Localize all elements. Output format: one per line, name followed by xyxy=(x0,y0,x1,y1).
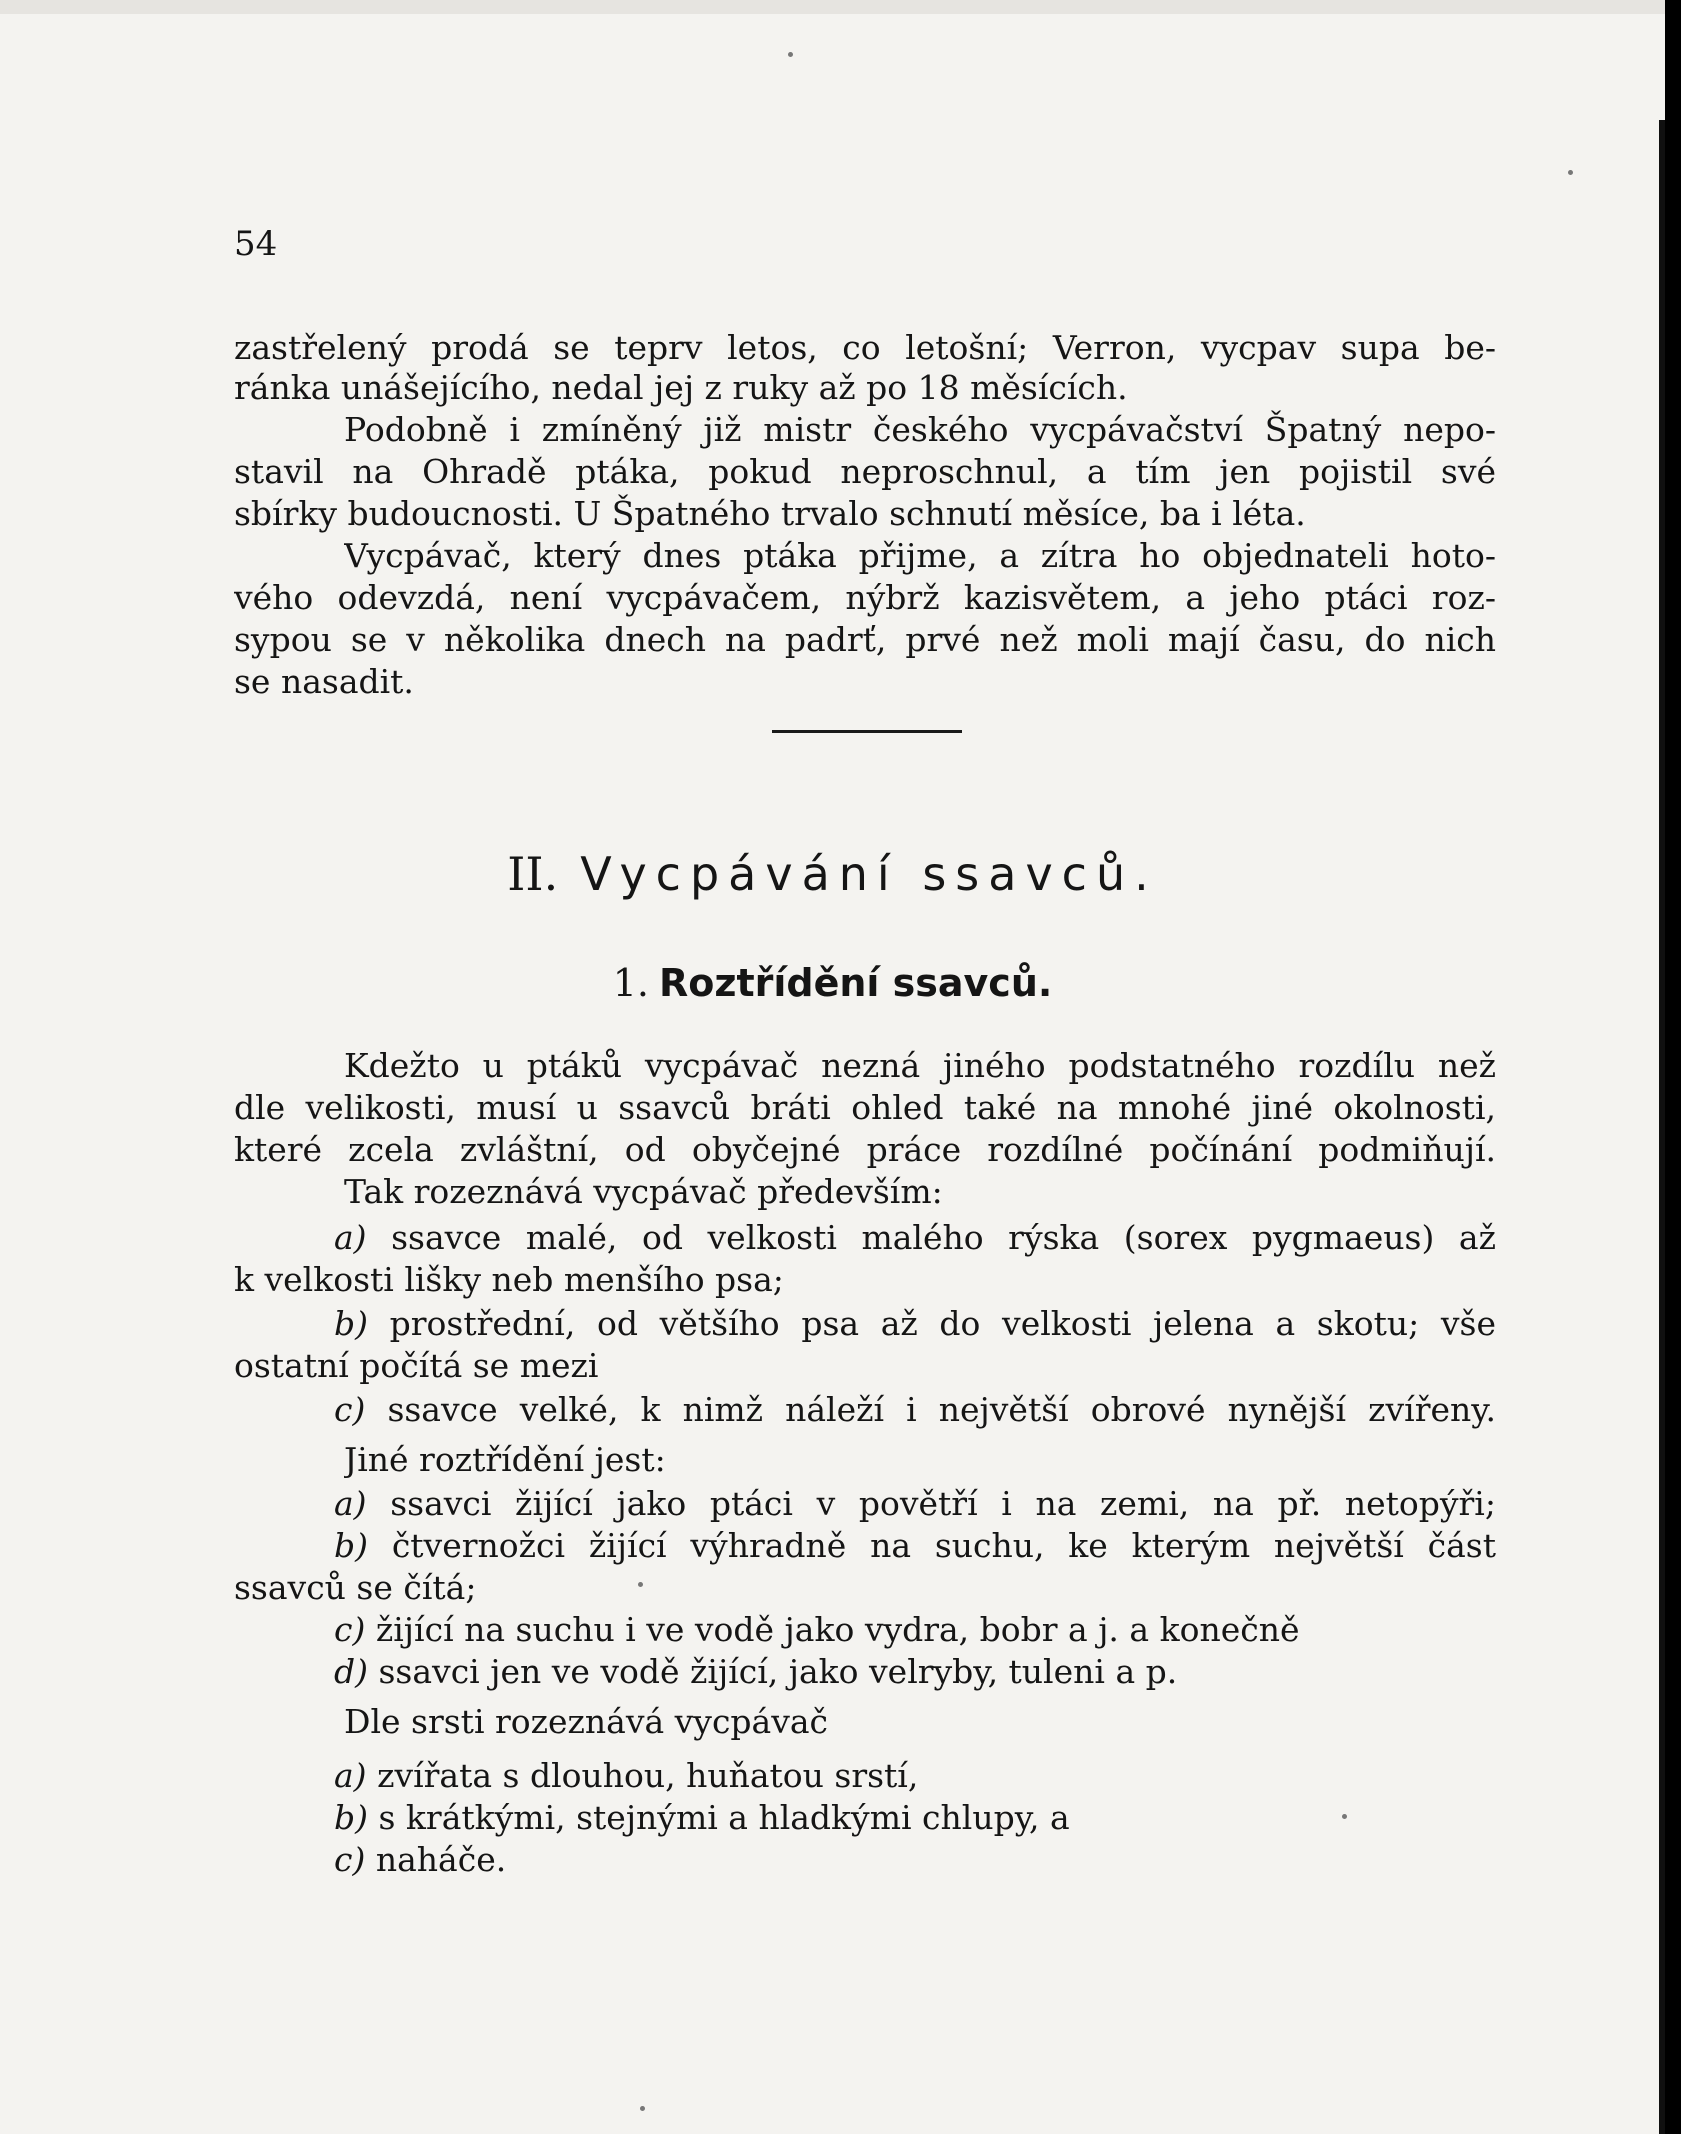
list-label: c) xyxy=(334,1390,366,1429)
section-title: Roztřídění ssavců. xyxy=(658,961,1053,1005)
list-label: b) xyxy=(334,1798,368,1837)
list-text: prostřední, od většího psa až do velkosti jelena a skotu; vše xyxy=(389,1304,1496,1343)
text-line: ssavců se čítá; xyxy=(234,1568,477,1607)
list-item xyxy=(334,1756,1496,1796)
page-number: 54 xyxy=(234,224,278,264)
scan-speck xyxy=(640,2106,645,2111)
chapter-title: Vycpávání ssavců. xyxy=(580,847,1158,901)
scan-top-edge xyxy=(0,0,1665,14)
text-line: Vycpávač, který dnes ptáka přijme, a zítra ho objednateli hoto- xyxy=(344,536,1496,575)
list-text: ssavce malé, od velkosti malého rýska (sorex pygmaeus) až xyxy=(391,1218,1496,1257)
chapter-heading xyxy=(0,846,1665,902)
list-item xyxy=(334,1390,1496,1430)
section-number: 1. xyxy=(612,961,649,1005)
list-text: s krátkými, stejnými a hladkými chlupy, a xyxy=(378,1798,1070,1837)
list-label: d) xyxy=(334,1652,368,1691)
text-line: Podobně i zmíněný již mistr českého vycpávačství Špatný nepo- xyxy=(344,410,1496,449)
text-line: sypou se v několika dnech na padrť, prvé než moli mají času, do nich xyxy=(234,620,1496,659)
section-divider xyxy=(772,730,962,733)
text-line: které zcela zvláštní, od obyčejné práce rozdílné počínání podmiňují. xyxy=(234,1130,1496,1169)
text-line: ostatní počítá se mezi xyxy=(234,1346,599,1385)
scan-right-border xyxy=(1659,120,1665,2134)
list-label: a) xyxy=(334,1756,367,1795)
scan-speck xyxy=(1568,170,1573,175)
list-item xyxy=(334,1610,1496,1650)
list-label: c) xyxy=(334,1840,366,1879)
chapter-number: II. xyxy=(507,847,559,901)
list-label: c) xyxy=(334,1610,366,1649)
list-text: zvířata s dlouhou, huňatou srstí, xyxy=(377,1756,919,1795)
list-text: čtvernožci žijící výhradně na suchu, ke kterým největší část xyxy=(391,1526,1496,1565)
text-line: vého odevzdá, není vycpávačem, nýbrž kazisvětem, a jeho ptáci roz- xyxy=(234,578,1496,617)
list-text: naháče. xyxy=(375,1840,507,1879)
list-text: ssavce velké, k nimž náleží i největší obrové nynější zvířeny. xyxy=(387,1390,1496,1429)
text-line: k velkosti lišky neb menšího psa; xyxy=(234,1260,784,1299)
list-label: b) xyxy=(334,1304,368,1343)
list-item xyxy=(334,1652,1496,1692)
list-text: ssavci jen ve vodě žijící, jako velryby, tuleni a p. xyxy=(378,1652,1178,1691)
text-line: Dle srsti rozeznává vycpávač xyxy=(344,1702,829,1741)
list-item xyxy=(334,1840,1496,1880)
text-line: zastřelený prodá se teprv letos, co letošní; Verron, vycpav supa be- xyxy=(234,328,1496,367)
list-item xyxy=(334,1526,1496,1566)
list-text: ssavci žijící jako ptáci v povětří i na zemi, na př. netopýři; xyxy=(390,1484,1496,1523)
list-item xyxy=(334,1218,1496,1258)
list-item xyxy=(334,1484,1496,1524)
text-line: Kdežto u ptáků vycpávač nezná jiného podstatného rozdílu než xyxy=(344,1046,1496,1085)
text-line: dle velikosti, musí u ssavců bráti ohled také na mnohé jiné okolnosti, xyxy=(234,1088,1496,1127)
text-line: Tak rozeznává vycpávač především: xyxy=(344,1172,943,1211)
text-line: stavil na Ohradě ptáka, pokud neproschnul, a tím jen pojistil své xyxy=(234,452,1496,491)
list-label: a) xyxy=(334,1484,367,1523)
list-label: a) xyxy=(334,1218,367,1257)
text-line: se nasadit. xyxy=(234,662,414,701)
text-line: sbírky budoucnosti. U Špatného trvalo schnutí měsíce, ba i léta. xyxy=(234,494,1306,533)
list-label: b) xyxy=(334,1526,368,1565)
text-line: ránka unášejícího, nedal jej z ruky až po 18 měsících. xyxy=(234,368,1128,407)
section-heading xyxy=(0,960,1665,1006)
list-text: žijící na suchu i ve vodě jako vydra, bobr a j. a konečně xyxy=(375,1610,1300,1649)
scan-speck xyxy=(788,52,793,57)
list-item xyxy=(334,1798,1496,1838)
text-line: Jiné roztřídění jest: xyxy=(344,1440,666,1479)
list-item xyxy=(334,1304,1496,1344)
